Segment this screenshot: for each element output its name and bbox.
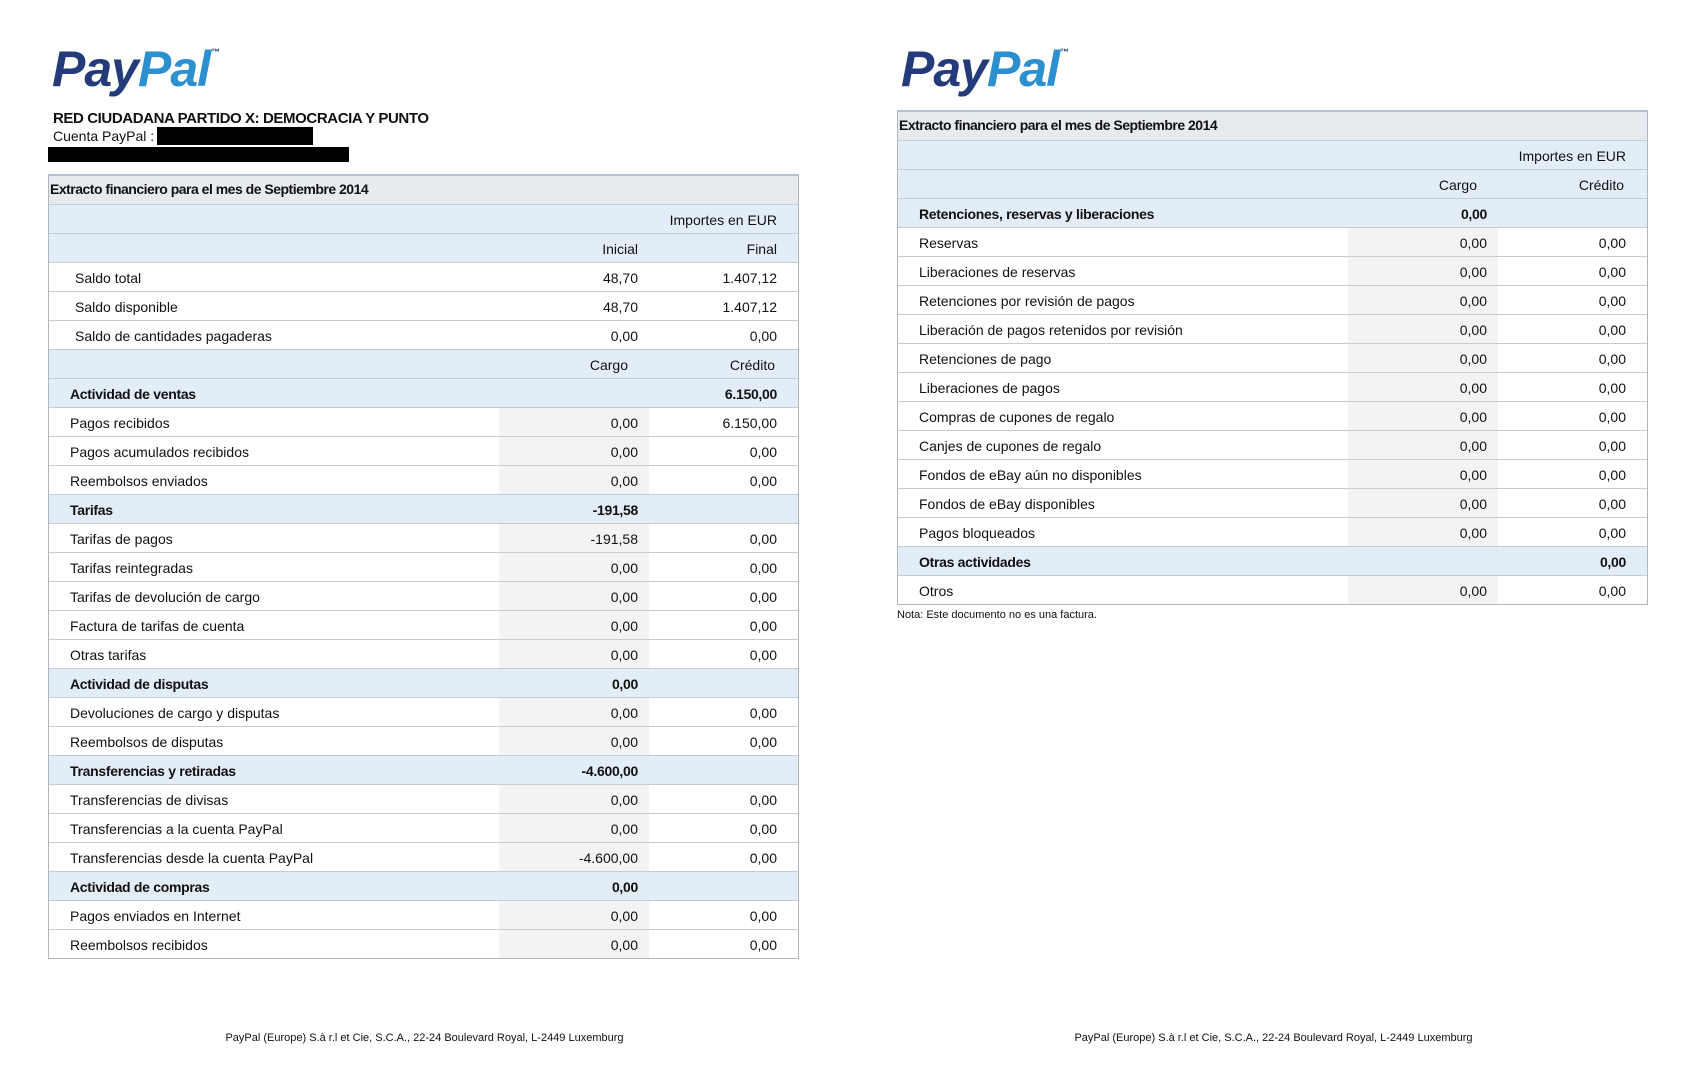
activity-header-row <box>49 350 798 379</box>
section-debit-total: 0,00 <box>611 879 638 895</box>
balance-final: 1.407,12 <box>722 270 777 286</box>
section-debit-total: 0,00 <box>1460 206 1487 222</box>
activity-label: Canjes de cupones de regalo <box>919 438 1102 454</box>
activity-label: Reembolsos de disputas <box>70 734 224 750</box>
activity-debit: 0,00 <box>1459 467 1487 483</box>
activity-debit: 0,00 <box>1459 293 1487 309</box>
header-debit: Cargo <box>589 357 628 373</box>
activity-credit: 0,00 <box>1598 467 1626 483</box>
activity-debit: 0,00 <box>1459 235 1487 251</box>
activity-row <box>49 553 798 582</box>
activity-label: Liberación de pagos retenidos por revisión <box>919 322 1183 338</box>
activity-credit: 0,00 <box>749 589 777 605</box>
activity-row <box>898 460 1647 489</box>
header-credit: Crédito <box>729 357 775 373</box>
activity-label: Compras de cupones de regalo <box>919 409 1115 425</box>
section-name: Tarifas <box>70 502 113 518</box>
balance-label: Saldo total <box>75 270 142 286</box>
header-initial: Inicial <box>602 241 638 257</box>
activity-debit: 0,00 <box>1459 525 1487 541</box>
activity-debit: 0,00 <box>1459 583 1487 599</box>
activity-row <box>49 814 798 843</box>
header-final: Final <box>746 241 777 257</box>
activity-debit: -4.600,00 <box>578 850 638 866</box>
section-name: Actividad de disputas <box>70 676 209 692</box>
activity-row <box>49 930 798 958</box>
activity-debit: 0,00 <box>1459 409 1487 425</box>
section-row <box>898 547 1647 576</box>
redacted-address <box>48 147 349 162</box>
activity-credit: 0,00 <box>1598 293 1626 309</box>
section-name: Otras actividades <box>919 554 1031 570</box>
activity-label: Tarifas reintegradas <box>70 560 193 576</box>
activity-debit: 0,00 <box>610 415 638 431</box>
activity-credit: 0,00 <box>1598 264 1626 280</box>
balance-label: Saldo de cantidades pagaderas <box>75 328 272 344</box>
section-row <box>898 199 1647 228</box>
activity-credit: 0,00 <box>749 705 777 721</box>
activity-label: Liberaciones de pagos <box>919 380 1060 396</box>
activity-credit: 0,00 <box>749 850 777 866</box>
activity-debit: 0,00 <box>1459 380 1487 396</box>
activity-debit: 0,00 <box>610 792 638 808</box>
activity-label: Reembolsos recibidos <box>70 937 208 953</box>
activity-credit: 0,00 <box>1598 496 1626 512</box>
statement-title: Extracto financiero para el mes de Septiembre 2014 <box>50 181 369 197</box>
activity-label: Transferencias de divisas <box>70 792 229 808</box>
activity-debit: 0,00 <box>1459 496 1487 512</box>
section-credit-total: 0,00 <box>1599 554 1626 570</box>
activity-credit: 0,00 <box>749 734 777 750</box>
section-debit-total: 0,00 <box>611 676 638 692</box>
activity-label: Tarifas de devolución de cargo <box>70 589 260 605</box>
activity-debit: 0,00 <box>610 821 638 837</box>
activity-row <box>898 518 1647 547</box>
balance-label: Saldo disponible <box>75 299 178 315</box>
header-debit: Cargo <box>1438 177 1477 193</box>
section-row <box>49 756 798 785</box>
currency-row <box>49 205 798 234</box>
statement-title-row <box>49 176 798 205</box>
section-row <box>49 669 798 698</box>
activity-debit: 0,00 <box>610 444 638 460</box>
section-name: Transferencias y retiradas <box>70 763 236 779</box>
activity-row <box>898 315 1647 344</box>
activity-label: Tarifas de pagos <box>70 531 173 547</box>
redacted-account-id <box>157 127 313 145</box>
statement-page-2 <box>849 0 1698 1091</box>
header-credit: Crédito <box>1578 177 1624 193</box>
paypal-logo: PayPal™ <box>901 41 1069 97</box>
activity-label: Liberaciones de reservas <box>919 264 1076 280</box>
activity-debit: 0,00 <box>1459 264 1487 280</box>
activity-row <box>49 698 798 727</box>
balance-row <box>49 263 798 292</box>
activity-label: Fondos de eBay aún no disponibles <box>919 467 1142 483</box>
activity-row <box>49 901 798 930</box>
activity-credit: 0,00 <box>749 473 777 489</box>
activity-label: Pagos recibidos <box>70 415 170 431</box>
activity-row <box>898 373 1647 402</box>
section-name: Actividad de compras <box>70 879 210 895</box>
activity-label: Otros <box>919 583 954 599</box>
activity-credit: 0,00 <box>749 908 777 924</box>
activity-debit: 0,00 <box>610 618 638 634</box>
statement-table-page-2 <box>897 110 1648 605</box>
activity-debit: 0,00 <box>610 734 638 750</box>
balance-final: 1.407,12 <box>722 299 777 315</box>
balance-initial: 48,70 <box>602 270 638 286</box>
section-row <box>49 872 798 901</box>
activity-row <box>898 286 1647 315</box>
currency-note: Importes en EUR <box>1518 148 1626 164</box>
activity-row <box>898 489 1647 518</box>
activity-label: Retenciones por revisión de pagos <box>919 293 1135 309</box>
section-debit-total: -4.600,00 <box>581 763 638 779</box>
activity-credit: 0,00 <box>749 937 777 953</box>
activity-credit: 6.150,00 <box>722 415 777 431</box>
activity-credit: 0,00 <box>1598 525 1626 541</box>
activity-debit: 0,00 <box>610 908 638 924</box>
activity-row <box>898 576 1647 604</box>
activity-credit: 0,00 <box>749 647 777 663</box>
paypal-logo: PayPal™ <box>52 41 220 97</box>
activity-label: Transferencias desde la cuenta PayPal <box>70 850 314 866</box>
activity-row <box>898 402 1647 431</box>
balance-final: 0,00 <box>749 328 777 344</box>
activity-debit: 0,00 <box>1459 351 1487 367</box>
activity-credit: 0,00 <box>1598 380 1626 396</box>
activity-credit: 0,00 <box>749 444 777 460</box>
footer-legal-address: PayPal (Europe) S.à r.l et Cie, S.C.A., 22-24 Boulevard Royal, L-2449 Luxemburg <box>225 1032 624 1044</box>
activity-debit: 0,00 <box>610 589 638 605</box>
activity-credit: 0,00 <box>749 821 777 837</box>
activity-row <box>49 466 798 495</box>
activity-credit: 0,00 <box>1598 322 1626 338</box>
activity-row <box>49 727 798 756</box>
activity-credit: 0,00 <box>1598 583 1626 599</box>
activity-credit: 0,00 <box>1598 351 1626 367</box>
activity-debit: 0,00 <box>1459 322 1487 338</box>
activity-credit: 0,00 <box>1598 235 1626 251</box>
activity-credit: 0,00 <box>1598 409 1626 425</box>
activity-label: Devoluciones de cargo y disputas <box>70 705 280 721</box>
activity-label: Pagos bloqueados <box>919 525 1035 541</box>
activity-credit: 0,00 <box>749 792 777 808</box>
activity-debit: 0,00 <box>610 647 638 663</box>
activity-row <box>49 408 798 437</box>
activity-label: Pagos acumulados recibidos <box>70 444 249 460</box>
activity-header-row <box>898 170 1647 199</box>
activity-row <box>49 640 798 669</box>
invoice-disclaimer-note: Nota: Este documento no es una factura. <box>897 609 1097 621</box>
section-credit-total: 6.150,00 <box>724 386 777 402</box>
activity-row <box>49 611 798 640</box>
activity-label: Factura de tarifas de cuenta <box>70 618 245 634</box>
activity-row <box>898 431 1647 460</box>
activity-row <box>49 524 798 553</box>
activity-label: Reembolsos enviados <box>70 473 208 489</box>
currency-note: Importes en EUR <box>669 212 777 228</box>
activity-label: Pagos enviados en Internet <box>70 908 241 924</box>
statement-title: Extracto financiero para el mes de Septiembre 2014 <box>899 117 1218 133</box>
activity-debit: 0,00 <box>1459 438 1487 454</box>
account-holder-name: RED CIUDADANA PARTIDO X: DEMOCRACIA Y PUNTO <box>53 110 429 127</box>
activity-debit: 0,00 <box>610 473 638 489</box>
section-name: Retenciones, reservas y liberaciones <box>919 206 1155 222</box>
activity-credit: 0,00 <box>749 618 777 634</box>
activity-credit: 0,00 <box>749 560 777 576</box>
activity-label: Otras tarifas <box>70 647 147 663</box>
activity-label: Retenciones de pago <box>919 351 1052 367</box>
section-row <box>49 379 798 408</box>
activity-debit: 0,00 <box>610 937 638 953</box>
activity-debit: 0,00 <box>610 705 638 721</box>
activity-row <box>898 344 1647 373</box>
activity-label: Transferencias a la cuenta PayPal <box>70 821 283 837</box>
currency-row <box>898 141 1647 170</box>
activity-row <box>49 582 798 611</box>
balance-row <box>49 321 798 350</box>
balance-row <box>49 292 798 321</box>
section-name: Actividad de ventas <box>70 386 196 402</box>
activity-row <box>49 785 798 814</box>
account-label: Cuenta PayPal : <box>53 128 155 144</box>
balance-initial: 48,70 <box>602 299 638 315</box>
activity-credit: 0,00 <box>749 531 777 547</box>
section-debit-total: -191,58 <box>592 502 638 518</box>
activity-label: Reservas <box>919 235 979 251</box>
activity-label: Fondos de eBay disponibles <box>919 496 1095 512</box>
balance-header-row <box>49 234 798 263</box>
statement-table-page-1 <box>48 174 799 959</box>
section-row <box>49 495 798 524</box>
activity-debit: 0,00 <box>610 560 638 576</box>
footer-legal-address: PayPal (Europe) S.à r.l et Cie, S.C.A., 22-24 Boulevard Royal, L-2449 Luxemburg <box>1074 1032 1473 1044</box>
statement-title-row <box>898 112 1647 141</box>
activity-credit: 0,00 <box>1598 438 1626 454</box>
activity-row <box>898 257 1647 286</box>
activity-row <box>898 228 1647 257</box>
activity-row <box>49 437 798 466</box>
activity-row <box>49 843 798 872</box>
balance-initial: 0,00 <box>610 328 638 344</box>
activity-debit: -191,58 <box>590 531 638 547</box>
